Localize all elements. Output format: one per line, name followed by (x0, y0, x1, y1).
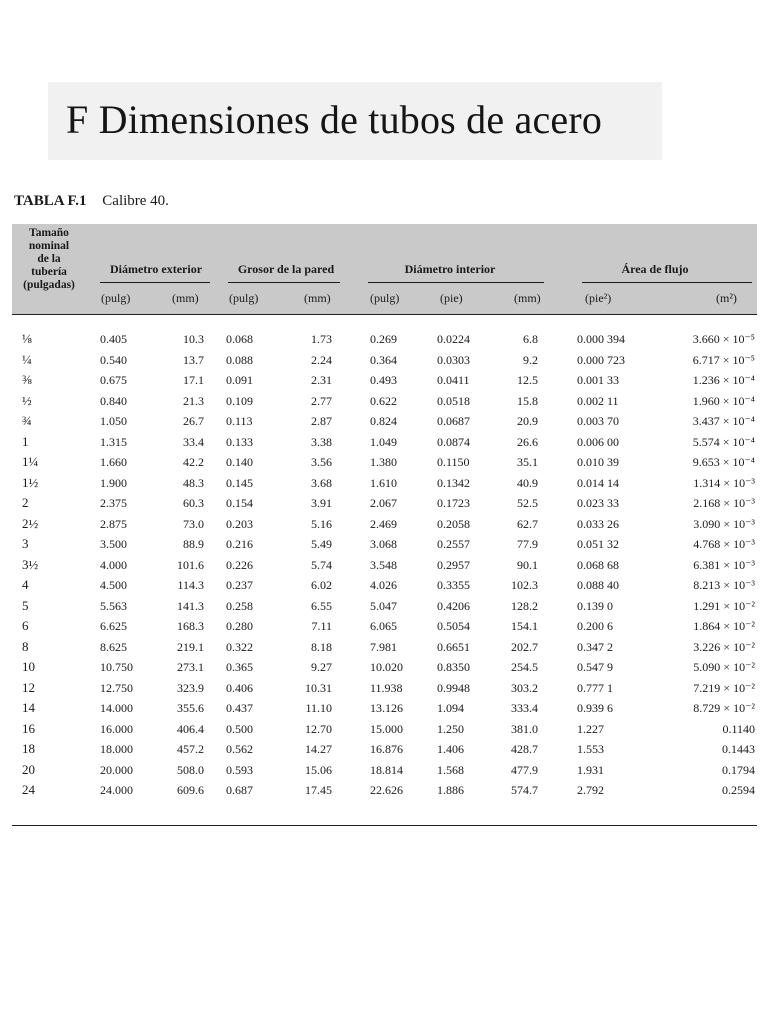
table-cell-id-mm: 428.7 (511, 742, 538, 756)
table-cell-nominal: ⅜ (22, 372, 32, 387)
table-cell-wall-mm: 2.87 (311, 414, 332, 428)
table-cell-wall-in: 0.109 (226, 393, 253, 408)
table-cell-id-mm: 52.5 (517, 496, 538, 510)
table-cell-od-in: 1.660 (100, 455, 127, 469)
table-cell-od-in: 2.375 (100, 496, 127, 510)
table-cell-od-mm: 114.3 (177, 578, 204, 592)
table-cell-id-ft: 0.1723 (437, 496, 470, 510)
table-cell-nominal: 6 (22, 618, 29, 633)
table-cell-wall-mm: 3.38 (311, 434, 332, 449)
table-cell-od-in: 2.875 (100, 516, 127, 531)
table-cell-area-ft2: 0.010 39 (577, 455, 619, 469)
table-cell-wall-in: 0.226 (226, 557, 253, 572)
table-cell-area-ft2: 0.068 68 (577, 557, 619, 572)
table-cell-od-mm: 323.9 (177, 680, 204, 695)
header-nominal-line: tubería (31, 266, 67, 278)
table-cell-area-ft2: 0.002 11 (577, 393, 619, 408)
table-cell-id-in: 18.814 (370, 762, 403, 777)
table-cell-nominal: ½ (22, 392, 32, 408)
table-cell-wall-in: 0.145 (226, 475, 253, 490)
table-cell-od-mm: 26.7 (183, 414, 204, 428)
table-cell-id-ft: 0.0411 (437, 373, 470, 387)
table-cell-od-in: 6.625 (100, 619, 127, 633)
header-outer-diameter: Diámetro exterior (109, 262, 203, 276)
header-unit: (m²) (716, 291, 737, 305)
table-cell-wall-in: 0.562 (226, 742, 253, 756)
table-cell-wall-mm: 6.02 (311, 578, 332, 592)
table-cell-id-in: 1.049 (370, 434, 397, 449)
table-cell-nominal: 2 (22, 495, 29, 510)
table-cell-nominal: 20 (22, 761, 35, 777)
table-cell-od-mm: 609.6 (177, 783, 204, 797)
table-cell-area-m2: 0.1140 (722, 721, 755, 736)
table-cell-wall-mm: 3.56 (311, 455, 332, 469)
table-cell-od-in: 24.000 (100, 783, 133, 797)
table-cell-od-mm: 141.3 (177, 598, 204, 613)
table-cell-area-m2: 8.729 × 10⁻² (693, 701, 755, 715)
table-cell-nominal: 4 (22, 577, 29, 592)
table-cell-area-m2: 2.168 × 10⁻³ (693, 496, 755, 510)
header-unit: (pie) (440, 291, 463, 305)
table-cell-od-mm: 101.6 (177, 557, 204, 572)
table-cell-wall-mm: 9.27 (311, 660, 332, 674)
table-cell-id-in: 15.000 (370, 721, 403, 736)
table-cell-area-ft2: 0.014 14 (577, 475, 619, 490)
table-cell-area-m2: 1.864 × 10⁻² (693, 619, 755, 633)
table-cell-od-in: 20.000 (100, 762, 133, 777)
table-cell-wall-in: 0.406 (226, 680, 253, 695)
table-cell-area-m2: 3.437 × 10⁻⁴ (692, 414, 755, 428)
table-cell-nominal: 3½ (22, 556, 39, 572)
table-cell-od-in: 14.000 (100, 701, 133, 715)
table-cell-od-in: 0.840 (100, 393, 127, 408)
table-cell-od-mm: 13.7 (183, 352, 204, 367)
table-cell-id-ft: 0.2557 (437, 537, 470, 551)
table-cell-id-ft: 0.2957 (437, 557, 470, 572)
table-cell-area-ft2: 1.227 (577, 721, 604, 736)
table-cell-od-mm: 168.3 (177, 619, 204, 633)
table-cell-nominal: 18 (22, 741, 35, 756)
table-cell-wall-mm: 3.68 (311, 475, 332, 490)
header-nominal-line: de la (37, 253, 61, 265)
table-cell-nominal: 2½ (22, 515, 39, 531)
table-cell-id-in: 5.047 (370, 598, 397, 613)
table-cell-area-ft2: 1.553 (577, 742, 604, 756)
table-cell-area-m2: 6.381 × 10⁻³ (693, 557, 755, 572)
table-cell-area-m2: 4.768 × 10⁻³ (693, 537, 755, 551)
table-cell-id-mm: 9.2 (523, 352, 538, 367)
table-cell-area-ft2: 0.001 33 (577, 373, 619, 387)
table-cell-nominal: 24 (22, 782, 35, 797)
table-cell-area-ft2: 0.088 40 (577, 578, 619, 592)
table-cell-area-ft2: 0.000 394 (577, 332, 625, 346)
table-cell-id-mm: 333.4 (511, 701, 538, 715)
table-caption (14, 193, 169, 210)
table-cell-od-mm: 10.3 (183, 332, 204, 346)
table-cell-id-ft: 1.406 (437, 742, 464, 756)
table-cell-wall-in: 0.237 (226, 578, 253, 592)
table-cell-od-in: 5.563 (100, 598, 127, 613)
table-cell-od-mm: 17.1 (183, 373, 204, 387)
table-cell-area-ft2: 0.939 6 (577, 701, 613, 715)
table-cell-area-ft2: 2.792 (577, 783, 604, 797)
table-cell-wall-in: 0.280 (226, 619, 253, 633)
table-cell-nominal: 3 (22, 536, 29, 551)
table-cell-nominal: ⅛ (22, 331, 32, 346)
table-cell-area-ft2: 0.003 70 (577, 414, 619, 428)
table-cell-od-mm: 60.3 (183, 496, 204, 510)
table-cell-id-in: 1.380 (370, 455, 397, 469)
table-cell-od-in: 10.750 (100, 660, 133, 674)
table-cell-id-mm: 102.3 (511, 578, 538, 592)
table-cell-id-in: 6.065 (370, 619, 397, 633)
header-nominal-line: Tamaño (29, 227, 69, 239)
header-unit: (pulg) (229, 291, 259, 305)
table-cell-area-ft2: 0.033 26 (577, 516, 619, 531)
table-cell-wall-in: 0.687 (226, 783, 253, 797)
table-cell-id-in: 0.622 (370, 393, 397, 408)
table-cell-id-in: 1.610 (370, 475, 397, 490)
table-cell-wall-in: 0.154 (226, 496, 253, 510)
table-cell-wall-mm: 11.10 (305, 701, 332, 715)
table-cell-id-mm: 128.2 (511, 598, 538, 613)
table-cell-wall-in: 0.133 (226, 434, 253, 449)
table-cell-id-in: 4.026 (370, 578, 397, 592)
table-cell-od-mm: 273.1 (177, 660, 204, 674)
table-cell-od-mm: 508.0 (177, 762, 204, 777)
table-cell-nominal: 14 (22, 700, 35, 715)
table-cell-area-m2: 0.1794 (722, 762, 755, 777)
table-cell-id-ft: 0.3355 (437, 578, 470, 592)
table-cell-area-m2: 3.660 × 10⁻⁵ (692, 332, 755, 346)
table-cell-id-in: 0.269 (370, 332, 397, 346)
table-cell-id-ft: 0.1342 (437, 475, 470, 490)
table-cell-wall-in: 0.088 (226, 352, 253, 367)
table-cell-id-mm: 381.0 (511, 721, 538, 736)
header-unit: (mm) (172, 291, 199, 305)
table-cell-area-ft2: 0.000 723 (577, 352, 625, 367)
table-label: TABLA F.1 (14, 193, 87, 209)
table-cell-wall-in: 0.068 (226, 332, 253, 346)
table-cell-id-ft: 1.568 (437, 762, 464, 777)
table-cell-od-in: 4.500 (100, 578, 127, 592)
table-cell-od-mm: 48.3 (183, 475, 204, 490)
table-cell-wall-in: 0.091 (226, 373, 253, 387)
table-cell-wall-in: 0.216 (226, 537, 253, 551)
table-cell-area-m2: 7.219 × 10⁻² (693, 680, 755, 695)
table-cell-id-mm: 254.5 (511, 660, 538, 674)
table-cell-id-in: 10.020 (370, 660, 403, 674)
table-cell-area-m2: 1.314 × 10⁻³ (693, 475, 755, 490)
table-cell-nominal: 10 (22, 659, 35, 674)
table-cell-id-ft: 1.250 (437, 721, 464, 736)
table-cell-id-mm: 62.7 (517, 516, 538, 531)
table-cell-id-ft: 0.4206 (437, 598, 470, 613)
table-cell-wall-mm: 2.77 (311, 393, 332, 408)
header-unit: (pulg) (101, 291, 131, 305)
table-cell-id-mm: 77.9 (517, 537, 538, 551)
table-cell-od-in: 0.540 (100, 352, 127, 367)
table-cell-area-m2: 5.574 × 10⁻⁴ (692, 434, 755, 449)
table-cell-id-mm: 15.8 (517, 393, 538, 408)
table-cell-id-mm: 154.1 (511, 619, 538, 633)
table-cell-id-ft: 0.0224 (437, 332, 470, 346)
table-cell-nominal: 12 (22, 679, 35, 695)
table-cell-wall-mm: 17.45 (305, 783, 332, 797)
table-cell-nominal: 16 (22, 720, 35, 736)
table-cell-area-m2: 6.717 × 10⁻⁵ (692, 352, 755, 367)
table-cell-od-in: 0.675 (100, 373, 127, 387)
table-cell-id-mm: 6.8 (523, 332, 538, 346)
table-cell-od-in: 4.000 (100, 557, 127, 572)
table-cell-id-in: 0.364 (370, 352, 397, 367)
table-cell-od-mm: 406.4 (177, 721, 204, 736)
table-cell-id-mm: 303.2 (511, 680, 538, 695)
table-cell-id-in: 7.981 (370, 639, 397, 654)
table-cell-nominal: ¾ (22, 413, 32, 428)
header-flow-area: Área de flujo (621, 262, 689, 276)
table-cell-area-ft2: 0.347 2 (577, 639, 613, 654)
table-cell-wall-mm: 6.55 (311, 598, 332, 613)
header-unit: (mm) (514, 291, 541, 305)
table-cell-wall-mm: 12.70 (305, 721, 332, 736)
table-cell-wall-mm: 5.74 (311, 557, 332, 572)
table-cell-wall-mm: 5.16 (311, 516, 332, 531)
table-cell-id-in: 2.469 (370, 516, 397, 531)
table-cell-od-in: 18.000 (100, 742, 133, 756)
table-cell-od-in: 16.000 (100, 721, 133, 736)
table-cell-wall-in: 0.113 (226, 414, 253, 428)
table-cell-nominal: 1¼ (22, 454, 39, 469)
table-cell-id-ft: 0.9948 (437, 680, 470, 695)
table-cell-area-ft2: 0.051 32 (577, 537, 619, 551)
table-cell-area-ft2: 0.777 1 (577, 680, 613, 695)
table-cell-id-ft: 0.8350 (437, 660, 470, 674)
table-cell-wall-in: 0.322 (226, 639, 253, 654)
table-cell-id-mm: 20.9 (517, 414, 538, 428)
table-cell-nominal: 5 (22, 597, 29, 613)
table-cell-area-m2: 5.090 × 10⁻² (693, 660, 755, 674)
table-cell-id-ft: 0.0874 (437, 434, 470, 449)
table-cell-od-in: 1.900 (100, 475, 127, 490)
table-cell-od-in: 1.315 (100, 434, 127, 449)
table-caption-text: Calibre 40. (102, 193, 169, 209)
table-cell-wall-mm: 2.31 (311, 373, 332, 387)
table-cell-wall-mm: 8.18 (311, 639, 332, 654)
table-cell-id-ft: 1.094 (437, 701, 464, 715)
table-cell-wall-mm: 14.27 (305, 742, 332, 756)
table-cell-wall-in: 0.437 (226, 701, 253, 715)
table-cell-od-mm: 88.9 (183, 537, 204, 551)
header-unit: (pie²) (585, 291, 612, 305)
table-cell-od-in: 8.625 (100, 639, 127, 654)
table-cell-nominal: 8 (22, 638, 29, 654)
table-cell-wall-in: 0.593 (226, 762, 253, 777)
table-cell-od-mm: 21.3 (183, 393, 204, 408)
table-cell-area-m2: 1.236 × 10⁻⁴ (692, 373, 755, 387)
table-cell-wall-mm: 7.11 (311, 619, 332, 633)
table-cell-area-m2: 9.653 × 10⁻⁴ (692, 455, 755, 469)
table-cell-nominal: 1 (22, 433, 29, 449)
header-nominal-line: (pulgadas) (23, 279, 75, 291)
table-cell-wall-mm: 15.06 (305, 762, 332, 777)
header-flow-rule (582, 282, 752, 283)
table-cell-wall-mm: 1.73 (311, 332, 332, 346)
table-bottom-rule (12, 825, 757, 826)
table-cell-id-in: 0.493 (370, 373, 397, 387)
table-cell-od-mm: 457.2 (177, 742, 204, 756)
table-cell-area-ft2: 0.200 6 (577, 619, 613, 633)
header-unit: (pulg) (370, 291, 400, 305)
table-cell-wall-in: 0.500 (226, 721, 253, 736)
table-cell-od-in: 1.050 (100, 414, 127, 428)
page-title: F Dimensiones de tubos de acero (66, 97, 603, 142)
table-cell-id-in: 11.938 (370, 680, 403, 695)
table-cell-id-ft: 0.2058 (437, 516, 470, 531)
table-cell-id-in: 0.824 (370, 414, 397, 428)
table-cell-area-ft2: 1.931 (577, 762, 604, 777)
table-cell-nominal: 1½ (22, 474, 39, 490)
header-inner-diameter: Diámetro interior (404, 262, 496, 276)
table-cell-area-m2: 1.960 × 10⁻⁴ (692, 393, 755, 408)
table-cell-area-m2: 8.213 × 10⁻³ (693, 578, 755, 592)
table-cell-area-m2: 1.291 × 10⁻² (693, 598, 755, 613)
table-cell-wall-in: 0.258 (226, 598, 253, 613)
table-cell-wall-mm: 10.31 (305, 680, 332, 695)
table-cell-id-mm: 90.1 (517, 557, 538, 572)
table-cell-wall-in: 0.203 (226, 516, 253, 531)
table-cell-od-in: 0.405 (100, 332, 127, 346)
table-cell-id-ft: 0.0303 (437, 352, 470, 367)
table-cell-id-in: 2.067 (370, 496, 397, 510)
table-cell-area-ft2: 0.139 0 (577, 598, 613, 613)
header-inner-rule (368, 282, 544, 283)
table-cell-wall-in: 0.365 (226, 660, 253, 674)
table-cell-area-m2: 0.1443 (722, 742, 755, 756)
table-cell-id-ft: 0.0518 (437, 393, 470, 408)
table-cell-od-mm: 33.4 (183, 434, 204, 449)
header-unit: (mm) (304, 291, 331, 305)
table-cell-area-ft2: 0.547 9 (577, 660, 613, 674)
header-nominal-line: nominal (28, 240, 70, 252)
table-cell-id-ft: 0.1150 (437, 455, 470, 469)
table-cell-id-in: 3.548 (370, 557, 397, 572)
table-cell-id-mm: 202.7 (511, 639, 538, 654)
table-cell-id-ft: 0.0687 (437, 414, 470, 428)
table-cell-area-m2: 0.2594 (722, 783, 755, 797)
table-cell-od-in: 3.500 (100, 537, 127, 551)
table-cell-id-ft: 1.886 (437, 783, 464, 797)
header-wall-thickness: Grosor de la pared (237, 262, 335, 276)
table-cell-od-mm: 219.1 (177, 639, 204, 654)
table-cell-od-mm: 355.6 (177, 701, 204, 715)
table-cell-area-ft2: 0.023 33 (577, 496, 619, 510)
table-cell-id-ft: 0.5054 (437, 619, 470, 633)
table-cell-id-in: 13.126 (370, 701, 403, 715)
table-cell-area-m2: 3.226 × 10⁻² (693, 639, 755, 654)
table-cell-wall-mm: 5.49 (311, 537, 332, 551)
table-cell-wall-mm: 3.91 (311, 496, 332, 510)
table-cell-wall-mm: 2.24 (311, 352, 332, 367)
table-cell-id-in: 3.068 (370, 537, 397, 551)
table-cell-area-m2: 3.090 × 10⁻³ (693, 516, 755, 531)
header-outer-rule (100, 282, 210, 283)
header-bottom-rule (12, 314, 757, 315)
table-cell-nominal: ¼ (22, 351, 32, 367)
table-cell-od-mm: 73.0 (183, 516, 204, 531)
table-cell-id-mm: 40.9 (517, 475, 538, 490)
table-cell-od-in: 12.750 (100, 680, 133, 695)
table-cell-id-mm: 12.5 (517, 373, 538, 387)
table-cell-id-in: 22.626 (370, 783, 403, 797)
table-cell-id-mm: 477.9 (511, 762, 538, 777)
header-wall-rule (228, 282, 340, 283)
table-cell-od-mm: 42.2 (183, 455, 204, 469)
table-cell-id-mm: 574.7 (511, 783, 538, 797)
table-cell-wall-in: 0.140 (226, 455, 253, 469)
table-cell-area-ft2: 0.006 00 (577, 434, 619, 449)
table-cell-id-mm: 26.6 (517, 434, 538, 449)
table-cell-id-ft: 0.6651 (437, 639, 470, 654)
header-nominal-size (14, 227, 84, 292)
table-cell-id-in: 16.876 (370, 742, 403, 756)
table-cell-id-mm: 35.1 (517, 455, 538, 469)
